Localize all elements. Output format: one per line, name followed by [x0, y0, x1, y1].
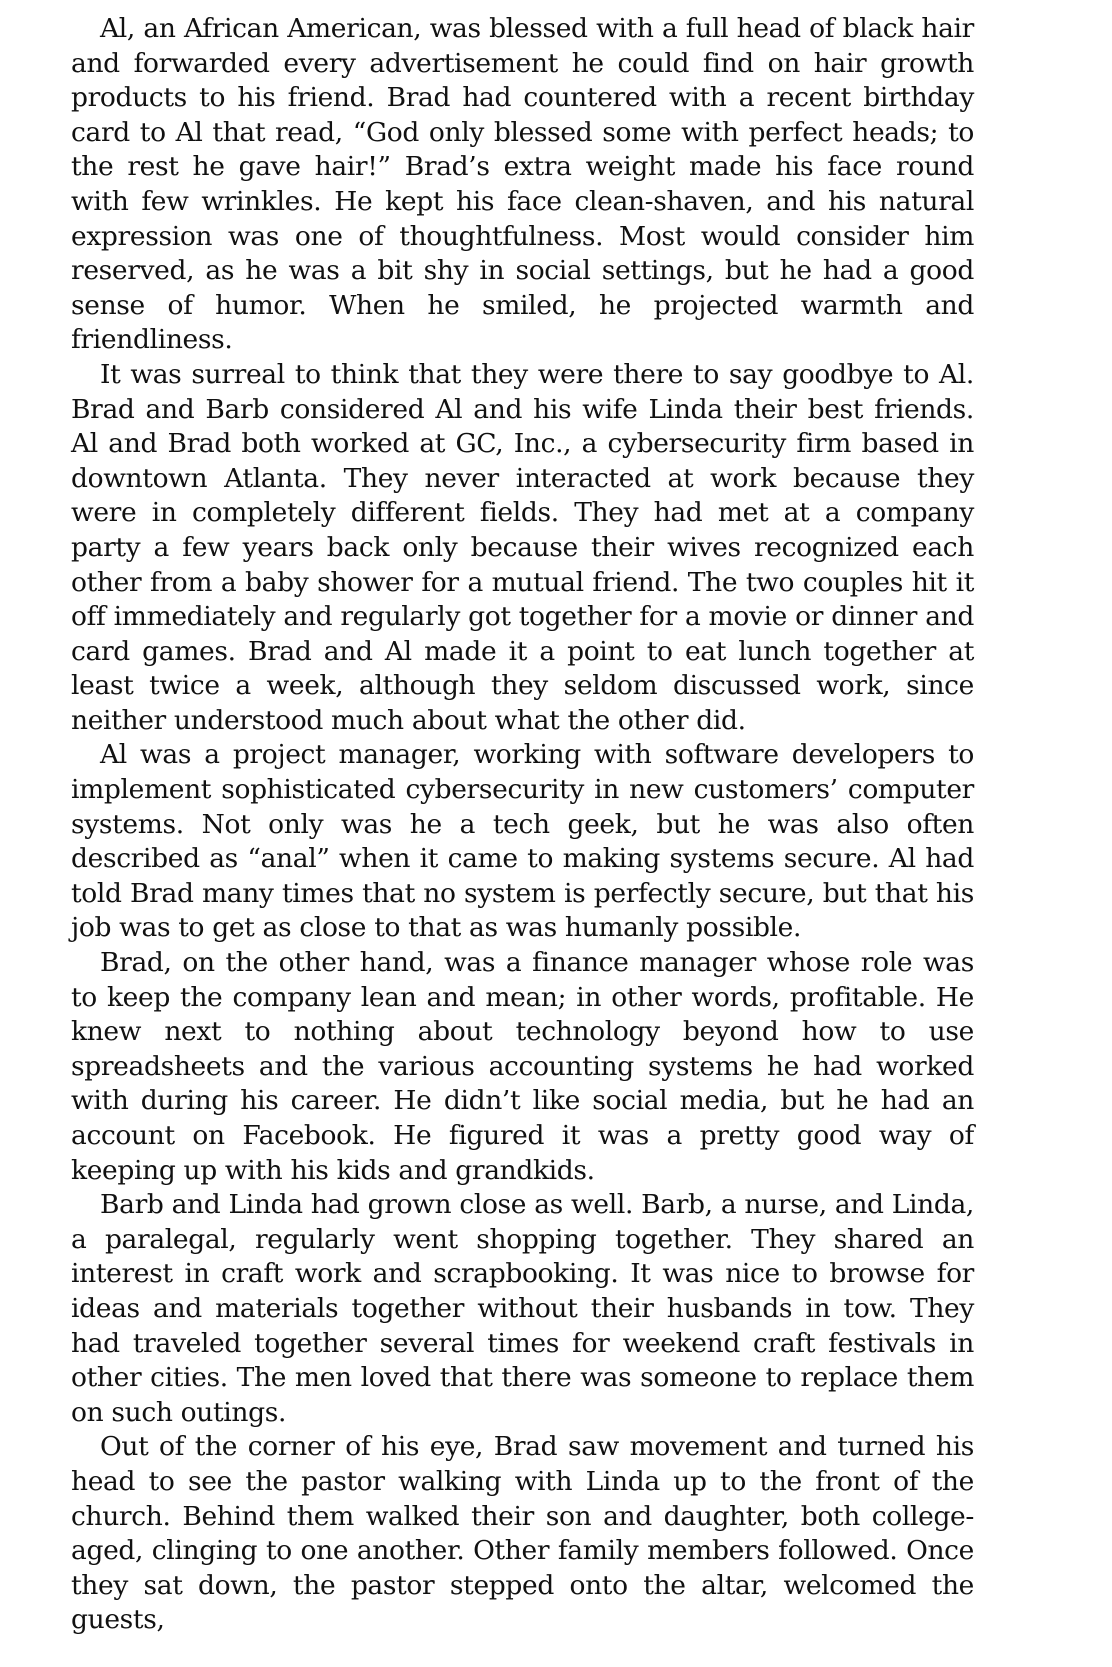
- paragraph-al-project-manager: Al was a project manager, working with software developers to implement sophisticated cybersecurity in new customers’ computer systems. Not only was he a tech geek, but he was also often described as “anal” when it came to making systems secure. Al had told Brad many times that no system is perfectly secure, but that his job was to get as close to that as was humanly possible.: [71, 739, 974, 944]
- paragraph-barb-and-linda: Barb and Linda had grown close as well. Barb, a nurse, and Linda, a paralegal, regularly went shopping together. They shared an interest in craft work and scrapbooking. It was nice to browse for ideas and materials together without their husbands in tow. They had traveled together several times for weekend craft festivals in other cities. The men loved that there was someone to replace them on such outings.: [71, 1189, 974, 1428]
- paragraph-al-description: Al, an African American, was blessed with a full head of black hair and forwarded every advertisement he could find on hair growth products to his friend. Brad had countered with a recent birthday card to Al that read, “God only blessed some with perfect heads; to the rest he gave hair!” Brad’s extra weight made his face round with few wrinkles. He kept his face clean-shaven, and his natural expression was one of thoughtfulness. Most would consider him reserved, as he was a bit shy in social settings, but he had a good sense of humor. When he smiled, he projected warmth and friendliness.: [71, 13, 974, 356]
- paragraph-brad-finance-manager: Brad, on the other hand, was a finance manager whose role was to keep the company lean and mean; in other words, profitable. He knew next to nothing about technology beyond how to use spreadsheets and the various accounting systems he had worked with during his career. He didn’t like social media, but he had an account on Facebook. He figured it was a pretty good way of keeping up with his kids and grandkids.: [71, 947, 974, 1186]
- paragraph-pastor-arrival: Out of the corner of his eye, Brad saw movement and turned his head to see the pastor walking with Linda up to the front of the church. Behind them walked their son and daughter, both college-aged, clinging to one another. Other family members followed. Once they sat down, the pastor stepped onto the altar, welcomed the guests,: [71, 1431, 974, 1636]
- paragraph-goodbye-best-friends: It was surreal to think that they were there to say goodbye to Al. Brad and Barb considered Al and his wife Linda their best friends. Al and Brad both worked at GC, Inc., a cybersecurity firm based in downtown Atlanta. They never interacted at work because they were in completely different fields. They had met at a company party a few years back only because their wives recognized each other from a baby shower for a mutual friend. The two couples hit it off immediately and regularly got together for a movie or dinner and card games. Brad and Al made it a point to eat lunch together at least twice a week, although they seldom discussed work, since neither understood much about what the other did.: [71, 358, 974, 736]
- document-page: [71, 12, 974, 1638]
